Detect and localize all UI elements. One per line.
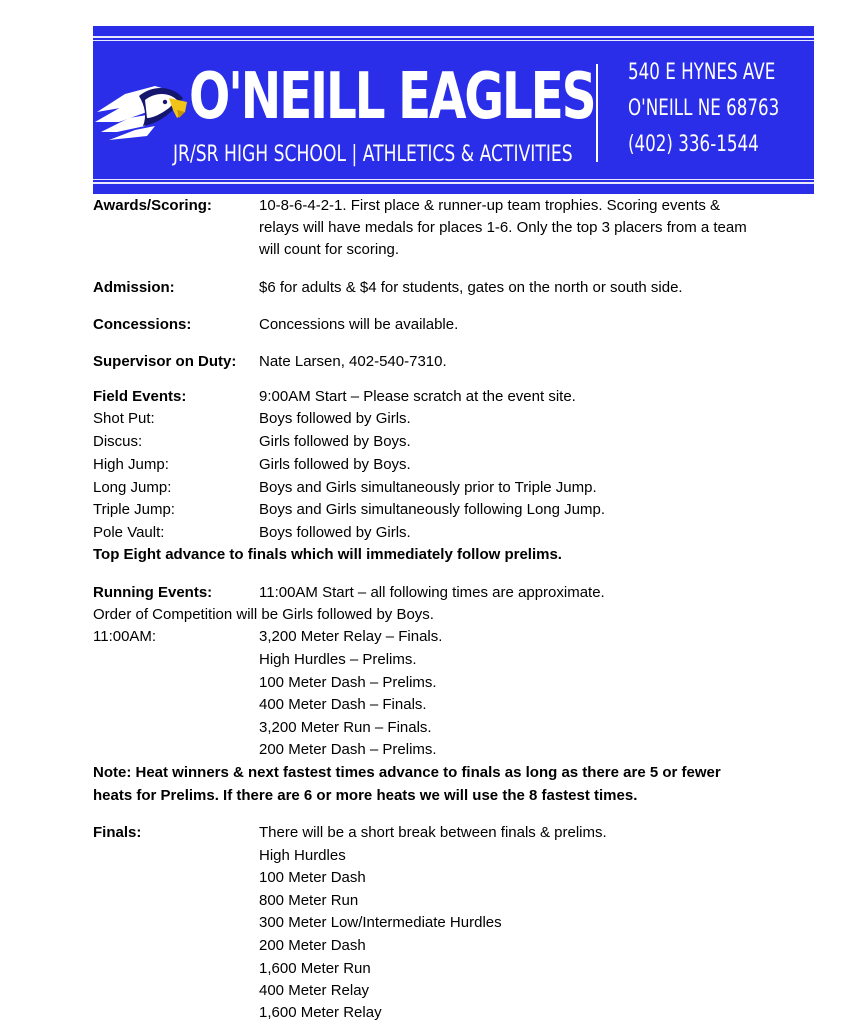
field-event-name: Shot Put: [93, 410, 155, 427]
field-events-note: Top Eight advance to finals which will immediately follow prelims. [93, 546, 562, 563]
field-event-name: Pole Vault: [93, 524, 165, 541]
school-name: O'NEILL EAGLES [189, 60, 595, 134]
address-city: O'NEILL NE 68763 [628, 96, 780, 121]
banner-divider [596, 64, 598, 162]
awards-line: 10-8-6-4-2-1. First place & runner-up team trophies. Scoring events & [259, 197, 721, 214]
field-event-order: Boys and Girls simultaneously prior to Triple Jump. [259, 479, 597, 496]
running-event: 3,200 Meter Run – Finals. [259, 719, 432, 736]
finals-event: 400 Meter Relay [259, 982, 370, 999]
finals-event: High Hurdles [259, 847, 346, 864]
field-event-name: Long Jump: [93, 479, 172, 496]
finals-event: 1,600 Meter Run [259, 960, 371, 977]
finals-label: Finals: [93, 824, 142, 841]
eagle-logo-icon [95, 78, 189, 146]
running-events-label: Running Events: [93, 584, 213, 601]
field-event-name: Discus: [93, 433, 143, 450]
field-events-start: 9:00AM Start – Please scratch at the event site. [259, 388, 576, 405]
finals-event: 100 Meter Dash [259, 869, 366, 886]
running-event: 200 Meter Dash – Prelims. [259, 741, 437, 758]
field-event-order: Girls followed by Boys. [259, 433, 411, 450]
field-event-name: High Jump: [93, 456, 169, 473]
school-phone: (402) 336-1544 [628, 132, 759, 157]
field-event-order: Boys and Girls simultaneously following Long Jump. [259, 501, 606, 518]
awards-label: Awards/Scoring: [93, 197, 212, 214]
running-event: 100 Meter Dash – Prelims. [259, 674, 437, 691]
awards-line: will count for scoring. [259, 241, 400, 258]
running-time-label: 11:00AM: [93, 628, 157, 645]
running-order-line: Order of Competition will be Girls followed by Boys. [93, 606, 434, 623]
finals-event: 200 Meter Dash [259, 937, 366, 954]
running-note-line: Note: Heat winners & next fastest times advance to finals as long as there are 5 or fewer [93, 764, 721, 781]
banner-rule [93, 36, 814, 38]
banner-rule [93, 179, 814, 180]
school-subtitle: JR/SR HIGH SCHOOL | ATHLETICS & ACTIVITIES [173, 142, 573, 167]
finals-event: 800 Meter Run [259, 892, 359, 909]
finals-intro: There will be a short break between finals & prelims. [259, 824, 607, 841]
running-event: High Hurdles – Prelims. [259, 651, 417, 668]
field-event-name: Triple Jump: [93, 501, 175, 518]
banner-rule [93, 182, 814, 184]
concessions-label: Concessions: [93, 316, 192, 333]
field-event-order: Boys followed by Girls. [259, 524, 411, 541]
awards-line: relays will have medals for places 1-6. Only the top 3 placers from a team [259, 219, 747, 236]
banner-rule [93, 40, 814, 41]
running-note-line: heats for Prelims. If there are 6 or more heats we will use the 8 fastest times. [93, 787, 638, 804]
finals-event: 1,600 Meter Relay [259, 1004, 382, 1021]
admission-value: $6 for adults & $4 for students, gates on the north or south side. [259, 279, 683, 296]
school-banner [93, 26, 814, 194]
running-events-start: 11:00AM Start – all following times are approximate. [259, 584, 605, 601]
running-event: 400 Meter Dash – Finals. [259, 696, 427, 713]
running-event: 3,200 Meter Relay – Finals. [259, 628, 443, 645]
admission-label: Admission: [93, 279, 175, 296]
field-event-order: Girls followed by Boys. [259, 456, 411, 473]
finals-event: 300 Meter Low/Intermediate Hurdles [259, 914, 502, 931]
field-events-label: Field Events: [93, 388, 187, 405]
concessions-value: Concessions will be available. [259, 316, 459, 333]
field-event-order: Boys followed by Girls. [259, 410, 411, 427]
supervisor-label: Supervisor on Duty: [93, 353, 237, 370]
supervisor-value: Nate Larsen, 402-540-7310. [259, 353, 447, 370]
address-street: 540 E HYNES AVE [628, 60, 776, 85]
